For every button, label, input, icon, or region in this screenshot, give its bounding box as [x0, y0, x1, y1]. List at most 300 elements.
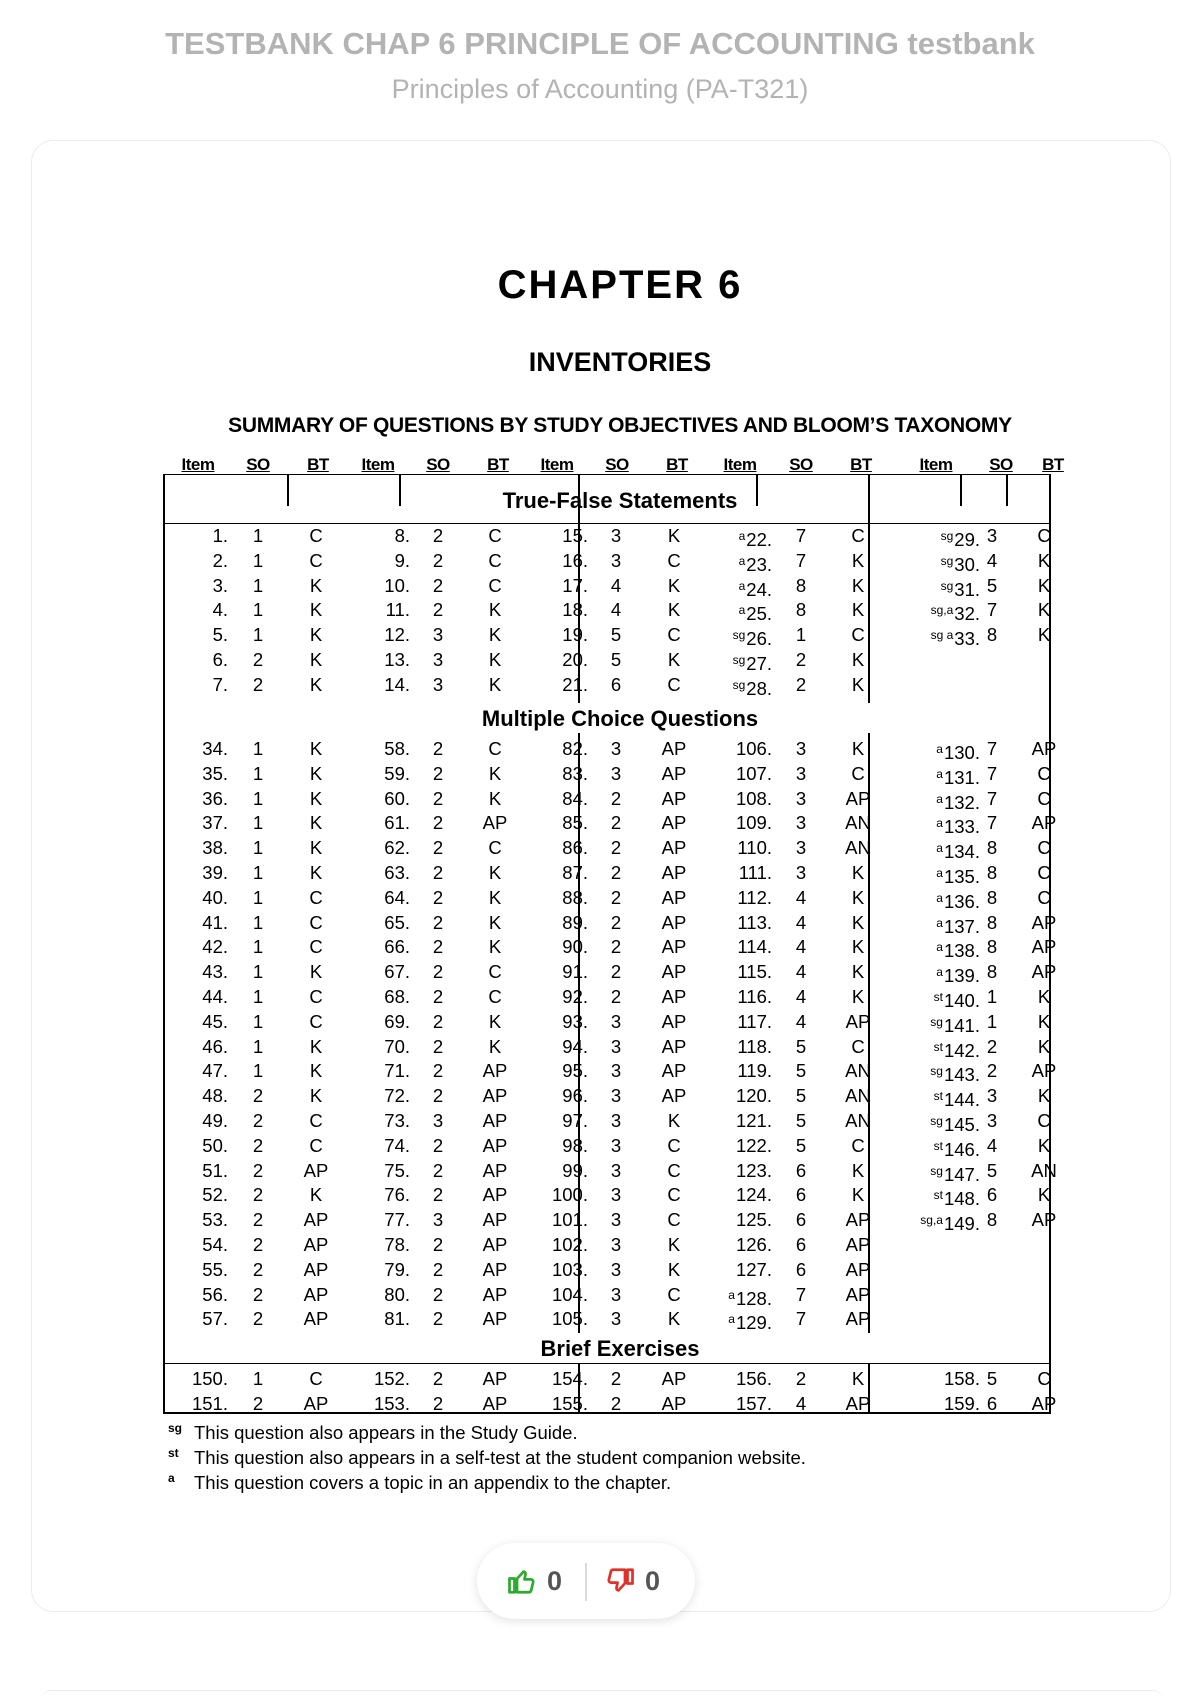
study-objective: 8 [986, 886, 998, 908]
bloom-taxonomy: AP [482, 1392, 508, 1414]
study-objective: 6 [795, 1184, 807, 1206]
section-label: True-False Statements [502, 488, 738, 513]
item-number: 153. [373, 1392, 410, 1414]
study-objective: 3 [795, 738, 807, 759]
item-number: 97. [562, 1110, 588, 1131]
item-number: 87. [562, 862, 588, 883]
bloom-taxonomy: AN [845, 1110, 871, 1131]
study-objective: 8 [986, 911, 998, 933]
item-number: 116. [737, 986, 772, 1007]
item-number: $^{sg,a}$149. [920, 1213, 980, 1235]
item-number: 151. [191, 1392, 228, 1414]
item-number: 42. [202, 936, 228, 958]
item-mark: a [738, 553, 746, 568]
study-objective: 2 [432, 1085, 444, 1107]
item-number: $^a$23. [738, 553, 772, 575]
bloom-taxonomy: K [851, 673, 865, 695]
bloom-taxonomy: C [1037, 1110, 1051, 1131]
study-objective: 7 [795, 1283, 807, 1305]
study-objective: 2 [432, 1392, 444, 1414]
item-mark: a [936, 742, 943, 756]
bloom-taxonomy: K [488, 599, 502, 621]
item-number: 120. [735, 1085, 772, 1107]
bloom-taxonomy: AP [661, 1392, 687, 1414]
bloom-taxonomy: AP [303, 1234, 329, 1255]
item-number: 109. [735, 812, 772, 834]
item-number: 54. [202, 1234, 228, 1255]
item-number: 50. [202, 1134, 228, 1156]
item-number: 11. [385, 599, 410, 621]
column-header: BT [307, 455, 329, 474]
item-mark: sg [732, 628, 746, 643]
column-header: Item [919, 455, 953, 474]
item-number: 19. [562, 624, 588, 646]
upvote-button[interactable] [507, 1565, 562, 1597]
item-number: 14. [384, 673, 410, 695]
item-number: 4. [212, 599, 228, 621]
study-objective: 2 [432, 1060, 444, 1082]
study-objective: 1 [252, 549, 264, 571]
study-objective: 6 [986, 1184, 998, 1206]
study-objective: 4 [795, 986, 807, 1007]
study-objective: 8 [795, 599, 807, 621]
study-objective: 2 [795, 673, 807, 695]
bloom-taxonomy: AP [1031, 812, 1057, 834]
item-number: $^a$25. [738, 603, 772, 625]
study-objective: 2 [432, 787, 444, 809]
item-mark: st [933, 990, 943, 1004]
bloom-taxonomy: AP [845, 1010, 871, 1032]
study-objective: 2 [432, 1258, 444, 1280]
study-objective: 5 [986, 1159, 998, 1181]
study-objective: 7 [986, 738, 998, 759]
bloom-taxonomy: AP [482, 1258, 508, 1280]
study-objective: 4 [986, 549, 998, 571]
downvote-button[interactable] [605, 1565, 660, 1597]
bloom-taxonomy: K [851, 986, 865, 1007]
bloom-taxonomy: K [309, 1035, 323, 1057]
item-mark: sg [930, 1163, 943, 1178]
study-objective: 1 [986, 986, 998, 1007]
item-mark: st [933, 1089, 943, 1104]
study-objective: 1 [252, 862, 264, 883]
study-objective: 3 [610, 1085, 622, 1107]
item-number: 159. [943, 1392, 980, 1414]
item-mark: a [936, 816, 943, 831]
item-number: 61. [384, 812, 410, 834]
item-number: 75. [384, 1159, 410, 1181]
item-number: $^{sg,a}$32. [930, 603, 980, 625]
item-mark: st [933, 1138, 943, 1153]
column-header: BT [1042, 455, 1064, 474]
study-objective: 2 [252, 1234, 264, 1255]
item-number: 115. [737, 961, 772, 983]
item-number: 57. [202, 1308, 228, 1330]
study-objective: 2 [252, 1134, 264, 1156]
bloom-taxonomy: AP [661, 787, 687, 809]
item-number: 8. [394, 525, 410, 546]
study-objective: 2 [432, 1283, 444, 1305]
item-number: 101. [551, 1209, 588, 1231]
study-objective: 1 [252, 961, 264, 983]
bloom-taxonomy: AP [661, 1085, 687, 1107]
bloom-taxonomy: C [488, 549, 502, 571]
bloom-taxonomy: K [1037, 986, 1051, 1007]
item-number: 119. [737, 1060, 772, 1082]
footnote-text: This question also appears in a self-test at the student companion website. [194, 1447, 806, 1468]
item-mark: sg [940, 553, 954, 568]
item-number: 18. [562, 599, 588, 621]
item-number: 157. [735, 1392, 772, 1414]
bloom-taxonomy: K [488, 787, 502, 809]
study-objective: 2 [252, 1392, 264, 1414]
bloom-taxonomy: K [309, 1085, 323, 1107]
item-number: 106. [735, 738, 772, 759]
bloom-taxonomy: K [309, 862, 323, 883]
bloom-taxonomy: AP [661, 812, 687, 834]
item-number: 111. [738, 862, 772, 883]
column-header: SO [989, 455, 1013, 474]
study-objective: 2 [432, 1159, 444, 1181]
item-number: 38. [202, 837, 228, 859]
bloom-taxonomy: K [851, 1184, 865, 1206]
item-number: 64. [384, 886, 410, 908]
course-subtitle[interactable]: Principles of Accounting (PA-T321) [391, 74, 809, 104]
footnote-text: This question also appears in the Study Guide. [194, 1422, 578, 1443]
study-objective: 2 [432, 762, 444, 784]
study-objective: 6 [610, 673, 622, 695]
bloom-taxonomy: AP [482, 1209, 508, 1231]
study-objective: 2 [610, 986, 622, 1007]
item-number: 94. [562, 1035, 588, 1057]
header-tick [287, 474, 289, 506]
item-mark: a [738, 529, 746, 543]
footnote-mark: sg [168, 1421, 183, 1435]
item-number: 47. [202, 1060, 228, 1082]
study-objective: 3 [610, 738, 622, 759]
item-number: 110. [737, 837, 772, 859]
item-number: $^{st}$140. [933, 990, 980, 1011]
study-objective: 1 [252, 599, 264, 621]
item-number: 46. [202, 1035, 228, 1057]
bloom-taxonomy: C [851, 1035, 865, 1057]
item-number: 62. [384, 837, 410, 859]
item-mark: sg [940, 578, 954, 593]
item-number: 108. [735, 787, 772, 809]
bloom-taxonomy: AP [661, 961, 687, 983]
item-number: 79. [384, 1258, 410, 1280]
study-objective: 5 [610, 624, 622, 646]
footnote [168, 1445, 988, 1470]
item-mark: a [936, 841, 943, 856]
item-number: $^{sg}$145. [930, 1114, 980, 1135]
bloom-taxonomy: C [667, 1134, 681, 1156]
bloom-taxonomy: K [309, 837, 323, 859]
bloom-taxonomy: C [851, 624, 865, 646]
vote-divider [585, 1563, 587, 1601]
study-objective: 1 [252, 738, 264, 759]
item-number: 118. [737, 1035, 772, 1057]
item-number: 60. [384, 787, 410, 809]
item-number: $^a$131. [936, 766, 980, 788]
study-objective: 1 [252, 1060, 264, 1082]
item-number: 88. [562, 886, 588, 908]
footnote-mark: st [168, 1446, 179, 1460]
item-number: 92. [562, 986, 588, 1007]
bloom-taxonomy: AP [482, 1283, 508, 1305]
bloom-taxonomy: K [488, 886, 502, 908]
item-number: 43. [202, 961, 228, 983]
item-number: 20. [562, 649, 588, 670]
study-objective: 2 [432, 1134, 444, 1156]
item-number: 77. [384, 1209, 410, 1231]
item-mark: sg,a [930, 603, 954, 618]
study-objective: 3 [610, 1234, 622, 1255]
bloom-taxonomy: K [851, 649, 865, 670]
bloom-taxonomy: AP [482, 1110, 508, 1131]
bloom-taxonomy: K [488, 936, 502, 958]
item-number: $^a$130. [936, 742, 980, 763]
item-number: 85. [562, 812, 588, 834]
footnote-mark: a [168, 1471, 175, 1485]
bloom-taxonomy: AP [482, 812, 508, 834]
study-objective: 2 [432, 812, 444, 834]
bloom-taxonomy: K [488, 649, 502, 670]
item-number: 10. [384, 574, 410, 596]
bloom-taxonomy: AP [303, 1209, 329, 1231]
bloom-taxonomy: AP [845, 1308, 871, 1330]
bloom-taxonomy: AP [845, 1234, 871, 1255]
column-header: SO [246, 455, 270, 474]
bloom-taxonomy: AP [482, 1368, 508, 1389]
document-title: TESTBANK CHAP 6 PRINCIPLE OF ACCOUNTING testbank [165, 26, 1035, 61]
bloom-taxonomy: C [309, 1110, 323, 1131]
study-objective: 7 [795, 1308, 807, 1330]
item-mark: st [933, 1188, 943, 1203]
item-number: 7. [212, 673, 228, 695]
bloom-taxonomy: C [309, 886, 323, 908]
column-header: Item [181, 455, 215, 474]
bloom-taxonomy: K [667, 599, 681, 621]
item-number: 35. [202, 762, 228, 784]
study-objective: 8 [986, 837, 998, 859]
bloom-taxonomy: C [309, 1010, 323, 1032]
bloom-taxonomy: K [309, 787, 323, 809]
item-number: 126. [735, 1234, 772, 1255]
study-objective: 2 [610, 886, 622, 908]
column-header: Item [723, 455, 757, 474]
bloom-taxonomy: C [667, 1159, 681, 1181]
item-number: 16. [562, 549, 588, 571]
bloom-taxonomy: K [1037, 624, 1051, 646]
bloom-taxonomy: C [667, 1283, 681, 1305]
study-objective: 2 [610, 812, 622, 834]
bloom-taxonomy: K [309, 961, 323, 983]
item-number: 51. [202, 1159, 228, 1181]
item-mark: a [738, 578, 746, 593]
study-objective: 2 [610, 911, 622, 933]
bloom-taxonomy: K [309, 1184, 323, 1206]
bloom-taxonomy: K [667, 649, 681, 670]
study-objective: 7 [795, 549, 807, 571]
row-rule [163, 523, 1051, 524]
bloom-taxonomy: K [851, 961, 865, 983]
study-objective: 1 [252, 574, 264, 596]
study-objective: 2 [252, 649, 264, 670]
bloom-taxonomy: AP [1031, 738, 1057, 759]
bloom-taxonomy: C [309, 1368, 323, 1389]
bloom-taxonomy: K [667, 574, 681, 596]
study-objective: 1 [252, 886, 264, 908]
item-number: 17. [562, 574, 588, 596]
bloom-taxonomy: K [1037, 599, 1051, 621]
study-objective: 2 [252, 1110, 264, 1131]
bloom-taxonomy: C [309, 986, 323, 1007]
study-objective: 2 [610, 787, 622, 809]
bloom-taxonomy: AP [482, 1308, 508, 1330]
bloom-taxonomy: C [1037, 525, 1051, 546]
bloom-taxonomy: AP [482, 1085, 508, 1107]
item-number: 81. [384, 1308, 410, 1330]
study-objective: 2 [252, 673, 264, 695]
study-objective: 2 [432, 574, 444, 596]
item-number: 156. [735, 1368, 772, 1389]
bloom-taxonomy: AP [482, 1060, 508, 1082]
study-objective: 2 [986, 1060, 998, 1082]
study-objective: 3 [610, 762, 622, 784]
bloom-taxonomy: C [309, 525, 323, 546]
item-number: 21. [562, 673, 588, 695]
study-objective: 1 [252, 1010, 264, 1032]
vote-widget [477, 1543, 695, 1619]
item-number: 84. [562, 787, 588, 809]
bloom-taxonomy: K [667, 1308, 681, 1330]
study-objective: 6 [795, 1234, 807, 1255]
study-objective: 1 [252, 1035, 264, 1057]
row-rule [163, 1363, 1051, 1364]
study-objective: 8 [986, 1209, 998, 1231]
item-number: 154. [551, 1368, 588, 1389]
bloom-taxonomy: AP [1031, 1209, 1057, 1231]
study-objective: 7 [986, 812, 998, 834]
item-number: 107. [735, 762, 772, 784]
item-number: $^{sg}$31. [940, 578, 980, 600]
item-number: 12. [384, 624, 410, 646]
study-objective: 1 [795, 624, 807, 646]
study-objective: 1 [986, 1010, 998, 1032]
bloom-taxonomy: C [667, 1209, 681, 1231]
bloom-taxonomy: C [309, 936, 323, 958]
study-objective: 5 [795, 1060, 807, 1082]
table-top-rule [163, 474, 1051, 475]
bloom-taxonomy: K [851, 549, 865, 571]
study-objective: 2 [432, 837, 444, 859]
bloom-taxonomy: AP [1031, 911, 1057, 933]
study-objective: 4 [610, 599, 622, 621]
item-number: 56. [202, 1283, 228, 1305]
bloom-taxonomy: AP [303, 1308, 329, 1330]
study-objective: 3 [795, 812, 807, 834]
study-objective: 2 [610, 837, 622, 859]
item-number: 114. [737, 936, 772, 958]
item-number: 83. [562, 762, 588, 784]
item-number: 1. [212, 525, 228, 546]
study-objective: 1 [252, 525, 264, 546]
study-objective: 8 [986, 862, 998, 883]
item-number: 37. [202, 812, 228, 834]
header-tick [1006, 474, 1008, 506]
bloom-taxonomy: K [851, 738, 865, 759]
bloom-taxonomy: C [1037, 862, 1051, 883]
study-objective: 3 [432, 1209, 444, 1231]
bloom-taxonomy: C [309, 549, 323, 571]
item-mark: sg [930, 1114, 943, 1128]
study-objective: 7 [986, 599, 998, 621]
study-objective: 3 [795, 787, 807, 809]
item-number: 66. [384, 936, 410, 958]
study-objective: 1 [252, 624, 264, 646]
item-mark: a [728, 1287, 735, 1302]
item-number: 58. [384, 738, 410, 759]
study-objective: 2 [432, 936, 444, 958]
bloom-taxonomy: AP [661, 738, 687, 759]
item-mark: a [738, 603, 746, 618]
footnote [168, 1470, 988, 1495]
study-objective: 3 [432, 673, 444, 695]
item-number: 124. [735, 1184, 772, 1206]
item-number: 5. [212, 624, 228, 646]
chapter-subtitle: INVENTORIES [528, 347, 712, 377]
bloom-taxonomy: AP [661, 911, 687, 933]
study-objective: 2 [252, 1184, 264, 1206]
study-objective: 1 [252, 787, 264, 809]
bloom-taxonomy: K [667, 1258, 681, 1280]
item-number: 49. [202, 1110, 228, 1131]
header-tick [960, 474, 962, 506]
item-number: 9. [394, 549, 410, 571]
bloom-taxonomy: C [488, 738, 502, 759]
item-number: $^{sg a}$33. [930, 628, 980, 650]
bloom-taxonomy: AP [482, 1234, 508, 1255]
study-objective: 6 [795, 1209, 807, 1231]
study-objective: 3 [610, 1110, 622, 1131]
item-number: 121. [735, 1110, 772, 1131]
item-number: 86. [562, 837, 588, 859]
study-objective: 3 [432, 624, 444, 646]
study-objective: 3 [610, 1283, 622, 1305]
column-header: BT [487, 455, 509, 474]
bloom-taxonomy: AN [1031, 1159, 1057, 1181]
bloom-taxonomy: K [309, 738, 323, 759]
item-number: 70. [384, 1035, 410, 1057]
bloom-taxonomy: AN [845, 1060, 871, 1082]
bloom-taxonomy: C [1037, 1368, 1051, 1389]
bloom-taxonomy: AP [1031, 961, 1057, 983]
study-objective: 7 [986, 762, 998, 784]
study-objective: 8 [986, 961, 998, 983]
bloom-taxonomy: C [851, 1134, 865, 1156]
bloom-taxonomy: AP [845, 1258, 871, 1280]
study-objective: 1 [252, 812, 264, 834]
item-number: $^a$134. [936, 841, 980, 863]
item-number: $^a$22. [738, 529, 772, 550]
bloom-taxonomy: K [851, 862, 865, 883]
study-objective: 4 [986, 1134, 998, 1156]
study-objective: 2 [432, 862, 444, 883]
item-number: 112. [737, 886, 772, 908]
study-objective: 4 [795, 886, 807, 908]
item-number: 152. [373, 1368, 410, 1389]
